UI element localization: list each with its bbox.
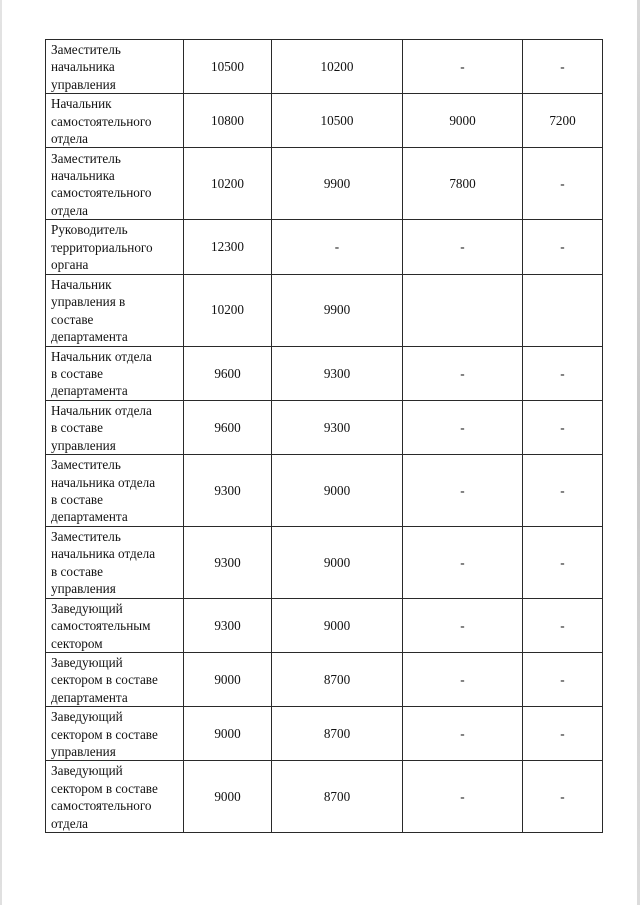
position-cell [46, 40, 184, 94]
salary-cell-1: 9600 [184, 400, 272, 454]
table-body [46, 40, 603, 833]
salary-cell-2: 9000 [272, 526, 403, 598]
table-row [46, 400, 603, 454]
salary-cell-3: - [403, 598, 523, 652]
salary-cell-2: 8700 [272, 761, 403, 833]
salary-cell-4: - [523, 455, 603, 527]
scan-edge-left [0, 0, 2, 905]
position-name: Заведующий сектором в составе самостоятельного отдела [51, 763, 158, 831]
position-name: Заместитель начальника самостоятельного отдела [51, 150, 152, 218]
salary-cell-2: 9300 [272, 346, 403, 400]
position-name: Руководитель территориального органа [51, 222, 153, 273]
salary-cell-1: 9000 [184, 761, 272, 833]
salary-table [45, 39, 603, 833]
salary-cell-2: 10200 [272, 40, 403, 94]
position-name: Заместитель начальника отдела в составе управления [51, 528, 156, 597]
position-name: Заместитель начальника отдела в составе департамента [51, 457, 156, 525]
salary-cell-1: 9300 [184, 455, 272, 527]
position-cell [46, 220, 184, 274]
salary-cell-4: - [523, 40, 603, 94]
salary-cell-1: 9000 [184, 652, 272, 706]
salary-cell-3 [403, 274, 523, 346]
salary-cell-4: - [523, 346, 603, 400]
table-row [46, 455, 603, 527]
salary-cell-3: - [403, 761, 523, 833]
position-name: Заведующий сектором в составе департамента [51, 654, 158, 705]
table-row [46, 526, 603, 598]
salary-cell-2: 9900 [272, 274, 403, 346]
salary-cell-3: - [403, 400, 523, 454]
salary-cell-3: - [403, 220, 523, 274]
salary-cell-1: 9600 [184, 346, 272, 400]
table-row [46, 148, 603, 220]
salary-cell-4: - [523, 220, 603, 274]
position-cell [46, 652, 184, 706]
salary-cell-1: 10500 [184, 40, 272, 94]
position-name: Заведующий самостоятельным сектором [51, 600, 151, 651]
salary-cell-4: - [523, 761, 603, 833]
position-cell [46, 455, 184, 527]
salary-cell-2: 9000 [272, 455, 403, 527]
salary-cell-1: 9300 [184, 526, 272, 598]
position-cell [46, 94, 184, 148]
table-row [46, 274, 603, 346]
position-cell [46, 148, 184, 220]
position-cell [46, 526, 184, 598]
salary-cell-2: - [272, 220, 403, 274]
position-name: Начальник управления в составе департамента [51, 276, 128, 345]
salary-cell-3: - [403, 455, 523, 527]
salary-cell-3: - [403, 652, 523, 706]
salary-cell-2: 9900 [272, 148, 403, 220]
salary-cell-3: - [403, 40, 523, 94]
salary-cell-3: 9000 [403, 94, 523, 148]
table-row [46, 707, 603, 761]
table-row [46, 94, 603, 148]
table-row [46, 761, 603, 833]
position-name: Начальник отдела в составе департамента [51, 348, 152, 399]
salary-cell-4: - [523, 526, 603, 598]
salary-cell-2: 10500 [272, 94, 403, 148]
salary-cell-4: - [523, 598, 603, 652]
position-name: Заместитель начальника управления [51, 42, 121, 92]
table-row [46, 220, 603, 274]
salary-cell-1: 9300 [184, 598, 272, 652]
salary-cell-2: 8700 [272, 707, 403, 761]
position-cell [46, 274, 184, 346]
position-cell [46, 707, 184, 761]
table-row [46, 40, 603, 94]
salary-cell-1: 12300 [184, 220, 272, 274]
position-name: Начальник самостоятельного отдела [51, 96, 152, 147]
salary-cell-2: 9300 [272, 400, 403, 454]
salary-cell-4: - [523, 400, 603, 454]
salary-cell-2: 9000 [272, 598, 403, 652]
salary-cell-2: 8700 [272, 652, 403, 706]
position-name: Начальник отдела в составе управления [51, 402, 152, 453]
salary-cell-4 [523, 274, 603, 346]
salary-cell-1: 10200 [184, 148, 272, 220]
position-cell [46, 761, 184, 833]
table-row [46, 346, 603, 400]
salary-cell-1: 10800 [184, 94, 272, 148]
salary-cell-3: 7800 [403, 148, 523, 220]
salary-cell-4: - [523, 707, 603, 761]
position-cell [46, 400, 184, 454]
position-cell [46, 346, 184, 400]
position-name: Заведующий сектором в составе управления [51, 709, 158, 759]
salary-cell-4: 7200 [523, 94, 603, 148]
salary-cell-3: - [403, 526, 523, 598]
salary-cell-1: 9000 [184, 707, 272, 761]
salary-cell-3: - [403, 346, 523, 400]
table-row [46, 652, 603, 706]
salary-cell-4: - [523, 148, 603, 220]
salary-cell-1: 10200 [184, 274, 272, 346]
position-cell [46, 598, 184, 652]
table-row [46, 598, 603, 652]
salary-cell-4: - [523, 652, 603, 706]
salary-cell-3: - [403, 707, 523, 761]
